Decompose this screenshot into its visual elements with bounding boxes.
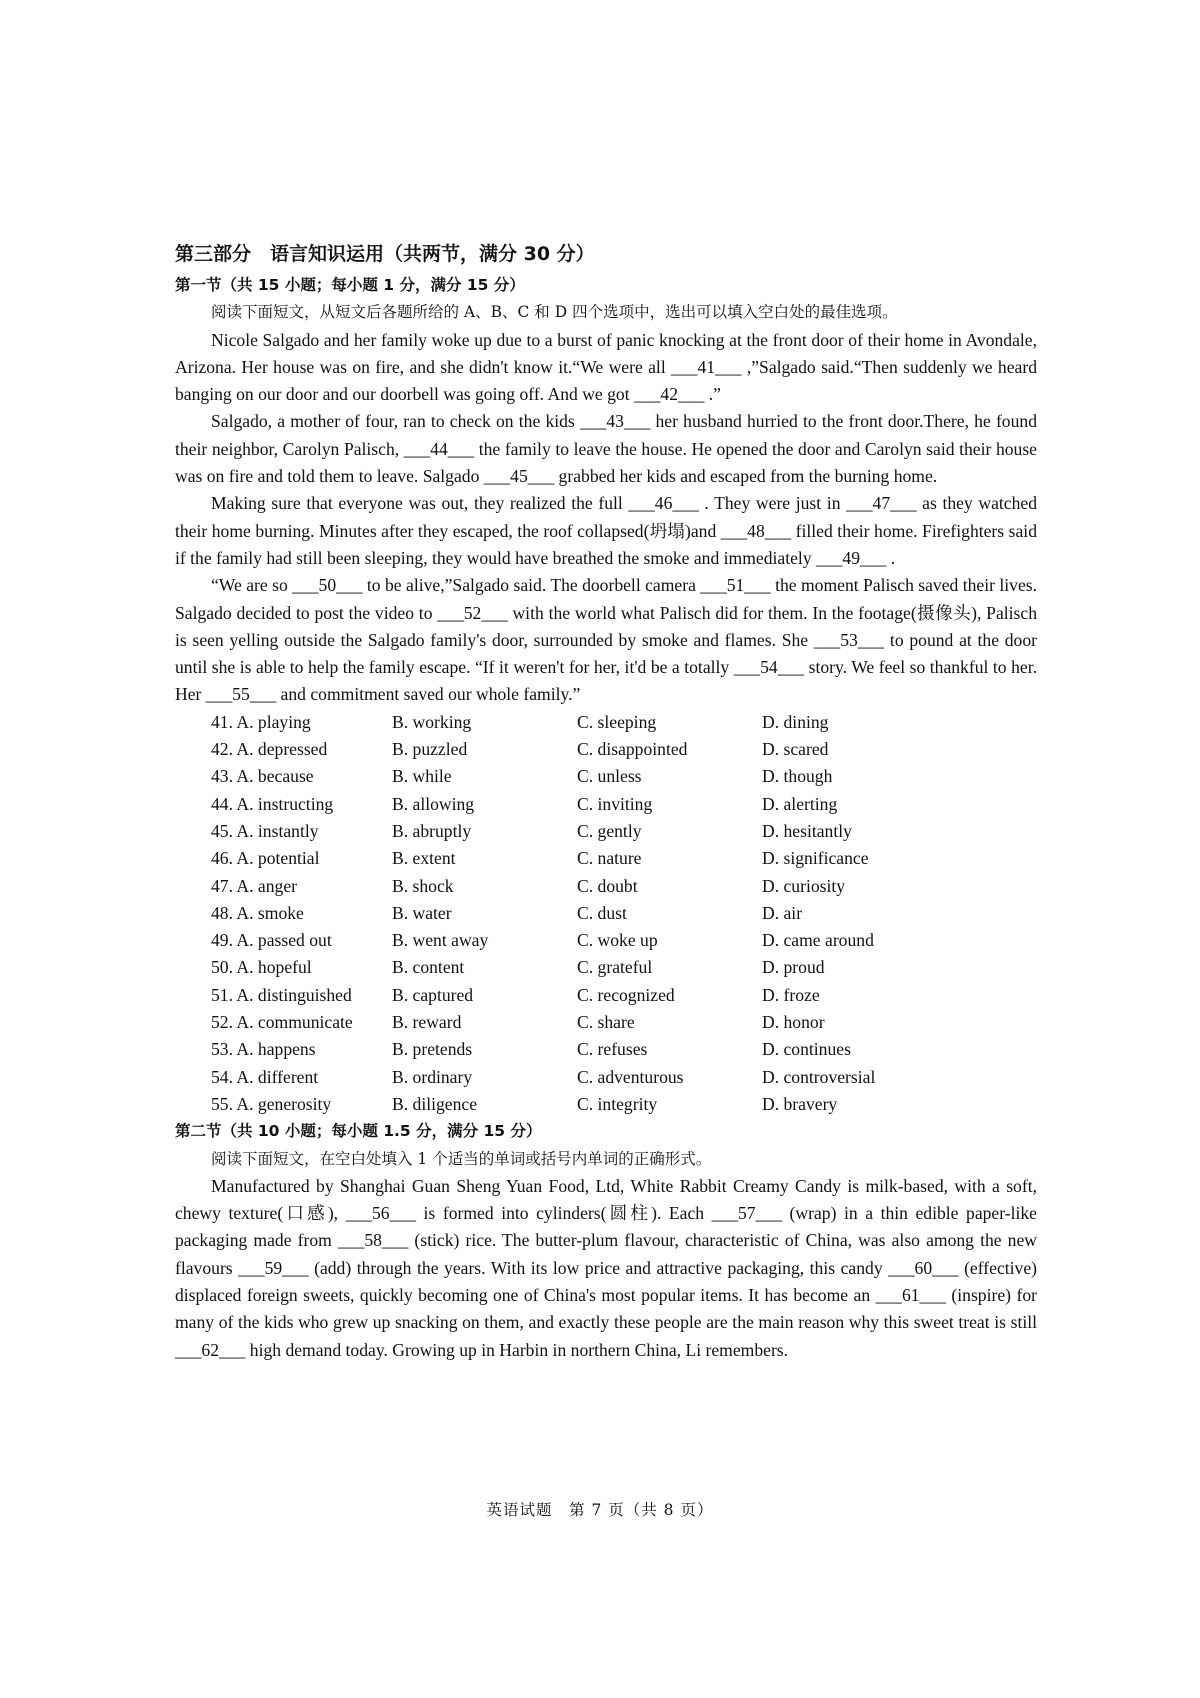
option-d: D. significance (762, 848, 869, 869)
option-row (175, 818, 1037, 845)
option-row (175, 873, 1037, 900)
option-d: D. honor (762, 1012, 825, 1033)
page-content (175, 238, 1037, 1364)
option-b: B. puzzled (392, 739, 468, 760)
option-c: C. doubt (577, 875, 638, 896)
option-a: 43. A. because (211, 766, 314, 787)
part-title: 第三部分 语言知识运用（共两节，满分 30 分） (175, 243, 595, 265)
option-d: D. controversial (762, 1066, 876, 1087)
option-b: B. allowing (392, 793, 475, 814)
option-b: B. ordinary (392, 1066, 473, 1087)
option-c: C. nature (577, 848, 642, 869)
page-footer: 英语试题 第 7 页（共 8 页） (486, 1501, 714, 1519)
option-d: D. came around (762, 930, 874, 951)
option-b: B. while (392, 766, 452, 787)
option-a: 52. A. communicate (211, 1012, 353, 1033)
option-row (175, 709, 1037, 736)
passage2-paragraph-1: Manufactured by Shanghai Guan Sheng Yuan Food, Ltd, White Rabbit Creamy Candy is milk-based, with a soft, chewy texture(口感), ___56___ is formed into cylinders(圆柱). Each ___57___ (wrap) in a thin edible paper-like packaging made from ___58___ (stick) rice. The butter-plum flavour, characteristic of China, was also among the new flavours ___59___ (add) through the years. With its low price and attractive packaging, this candy ___60___ (effective) displaced foreign sweets, quickly becoming one of China's most popular items. It has become an ___61___ (inspire) for many of the kids who grew up snacking on them, and exactly these people are the main reason why this sweet treat is still ___62___ high demand today. Growing up in Harbin in northern China, Li remembers. (175, 1175, 1037, 1360)
section1-instruction: 阅读下面短文，从短文后各题所给的 A、B、C 和 D 四个选项中，选出可以填入空白处的最佳选项。 (211, 303, 898, 322)
section2-instruction: 阅读下面短文，在空白处填入 1 个适当的单词或括号内单词的正确形式。 (211, 1149, 712, 1168)
option-d: D. scared (762, 739, 829, 760)
option-b: B. content (392, 957, 465, 978)
option-b: B. abruptly (392, 820, 472, 841)
option-a: 45. A. instantly (211, 820, 319, 841)
option-d: D. hesitantly (762, 820, 852, 841)
option-c: C. unless (577, 766, 642, 787)
section2-title: 第二节（共 10 小题；每小题 1.5 分，满分 15 分） (175, 1122, 542, 1141)
option-a: 48. A. smoke (211, 902, 304, 923)
option-c: C. sleeping (577, 711, 657, 732)
option-d: D. air (762, 902, 803, 923)
option-c: C. dust (577, 902, 627, 923)
option-c: C. woke up (577, 930, 658, 951)
option-b: B. working (392, 711, 472, 732)
option-a: 42. A. depressed (211, 739, 328, 760)
option-b: B. extent (392, 848, 456, 869)
option-row (175, 736, 1037, 763)
option-a: 44. A. instructing (211, 793, 334, 814)
option-a: 41. A. playing (211, 711, 311, 732)
passage1-paragraph-2: Salgado, a mother of four, ran to check on the kids ___43___ her husband hurried to the front door.There, he found their neighbor, Carolyn Palisch, ___44___ the family to leave the house. He opened the door and Carolyn said their house was on fire and told them to leave. Salgado ___45___ grabbed her kids and escaped from the burning home. (175, 411, 1037, 487)
option-row (175, 954, 1037, 981)
option-c: C. adventurous (577, 1066, 684, 1087)
option-row (175, 1064, 1037, 1091)
option-c: C. inviting (577, 793, 653, 814)
option-b: B. captured (392, 984, 474, 1005)
option-d: D. dining (762, 711, 829, 732)
options-list (175, 709, 1037, 1118)
option-c: C. recognized (577, 984, 675, 1005)
option-a: 49. A. passed out (211, 930, 332, 951)
option-row (175, 845, 1037, 872)
option-c: C. refuses (577, 1039, 648, 1060)
option-c: C. share (577, 1012, 635, 1033)
option-c: C. integrity (577, 1093, 658, 1114)
option-a: 47. A. anger (211, 875, 297, 896)
option-d: D. proud (762, 957, 825, 978)
option-c: C. disappointed (577, 739, 688, 760)
passage1-paragraph-3: Making sure that everyone was out, they realized the full ___46___ . They were just in ___47___ as they watched their home burning. Minutes after they escaped, the roof collapsed(坍塌)and ___48___ filled their home. Firefighters said if the family had still been sleeping, they would have breathed the smoke and immediately ___49___ . (175, 493, 1037, 568)
option-a: 54. A. different (211, 1066, 319, 1087)
option-row (175, 763, 1037, 790)
option-row (175, 982, 1037, 1009)
option-row (175, 900, 1037, 927)
option-b: B. water (392, 902, 452, 923)
option-c: C. grateful (577, 957, 653, 978)
option-b: B. pretends (392, 1039, 473, 1060)
option-d: D. continues (762, 1039, 851, 1060)
option-a: 53. A. happens (211, 1039, 316, 1060)
option-row (175, 1036, 1037, 1063)
option-d: D. alerting (762, 793, 838, 814)
option-d: D. bravery (762, 1093, 838, 1114)
option-d: D. froze (762, 984, 820, 1005)
option-a: 55. A. generosity (211, 1093, 332, 1114)
option-d: D. curiosity (762, 875, 846, 896)
section1-title: 第一节（共 15 小题；每小题 1 分，满分 15 分） (175, 276, 525, 294)
passage1-paragraph-1: Nicole Salgado and her family woke up due to a burst of panic knocking at the front door of their home in Avondale, Arizona. Her house was on fire, and she didn't know it.“We were all ___41___ ,”Salgado said.“Then suddenly we heard banging on our door and our doorbell was going off. And we got ___42___ .” (175, 329, 1037, 405)
option-a: 50. A. hopeful (211, 957, 312, 978)
option-d: D. though (762, 766, 833, 787)
option-b: B. shock (392, 875, 454, 896)
passage1-paragraph-4: “We are so ___50___ to be alive,”Salgado said. The doorbell camera ___51___ the moment Palisch saved their lives. Salgado decided to post the video to ___52___ with the world what Palisch did for them. In the footage(摄像头), Palisch is seen yelling outside the Salgado family's door, surrounded by smoke and flames. She ___53___ to pound at the door until she is able to help the family escape. “If it weren't for her, it'd be a totally ___54___ story. We feel so thankful to her. Her ___55___ and commitment saved our whole family.” (175, 575, 1037, 705)
option-b: B. diligence (392, 1093, 478, 1114)
option-row (175, 927, 1037, 954)
option-b: B. reward (392, 1012, 462, 1033)
option-a: 51. A. distinguished (211, 984, 352, 1005)
option-b: B. went away (392, 930, 489, 951)
option-row (175, 1091, 1037, 1118)
option-row (175, 1009, 1037, 1036)
option-a: 46. A. potential (211, 848, 320, 869)
option-row (175, 791, 1037, 818)
option-c: C. gently (577, 820, 642, 841)
